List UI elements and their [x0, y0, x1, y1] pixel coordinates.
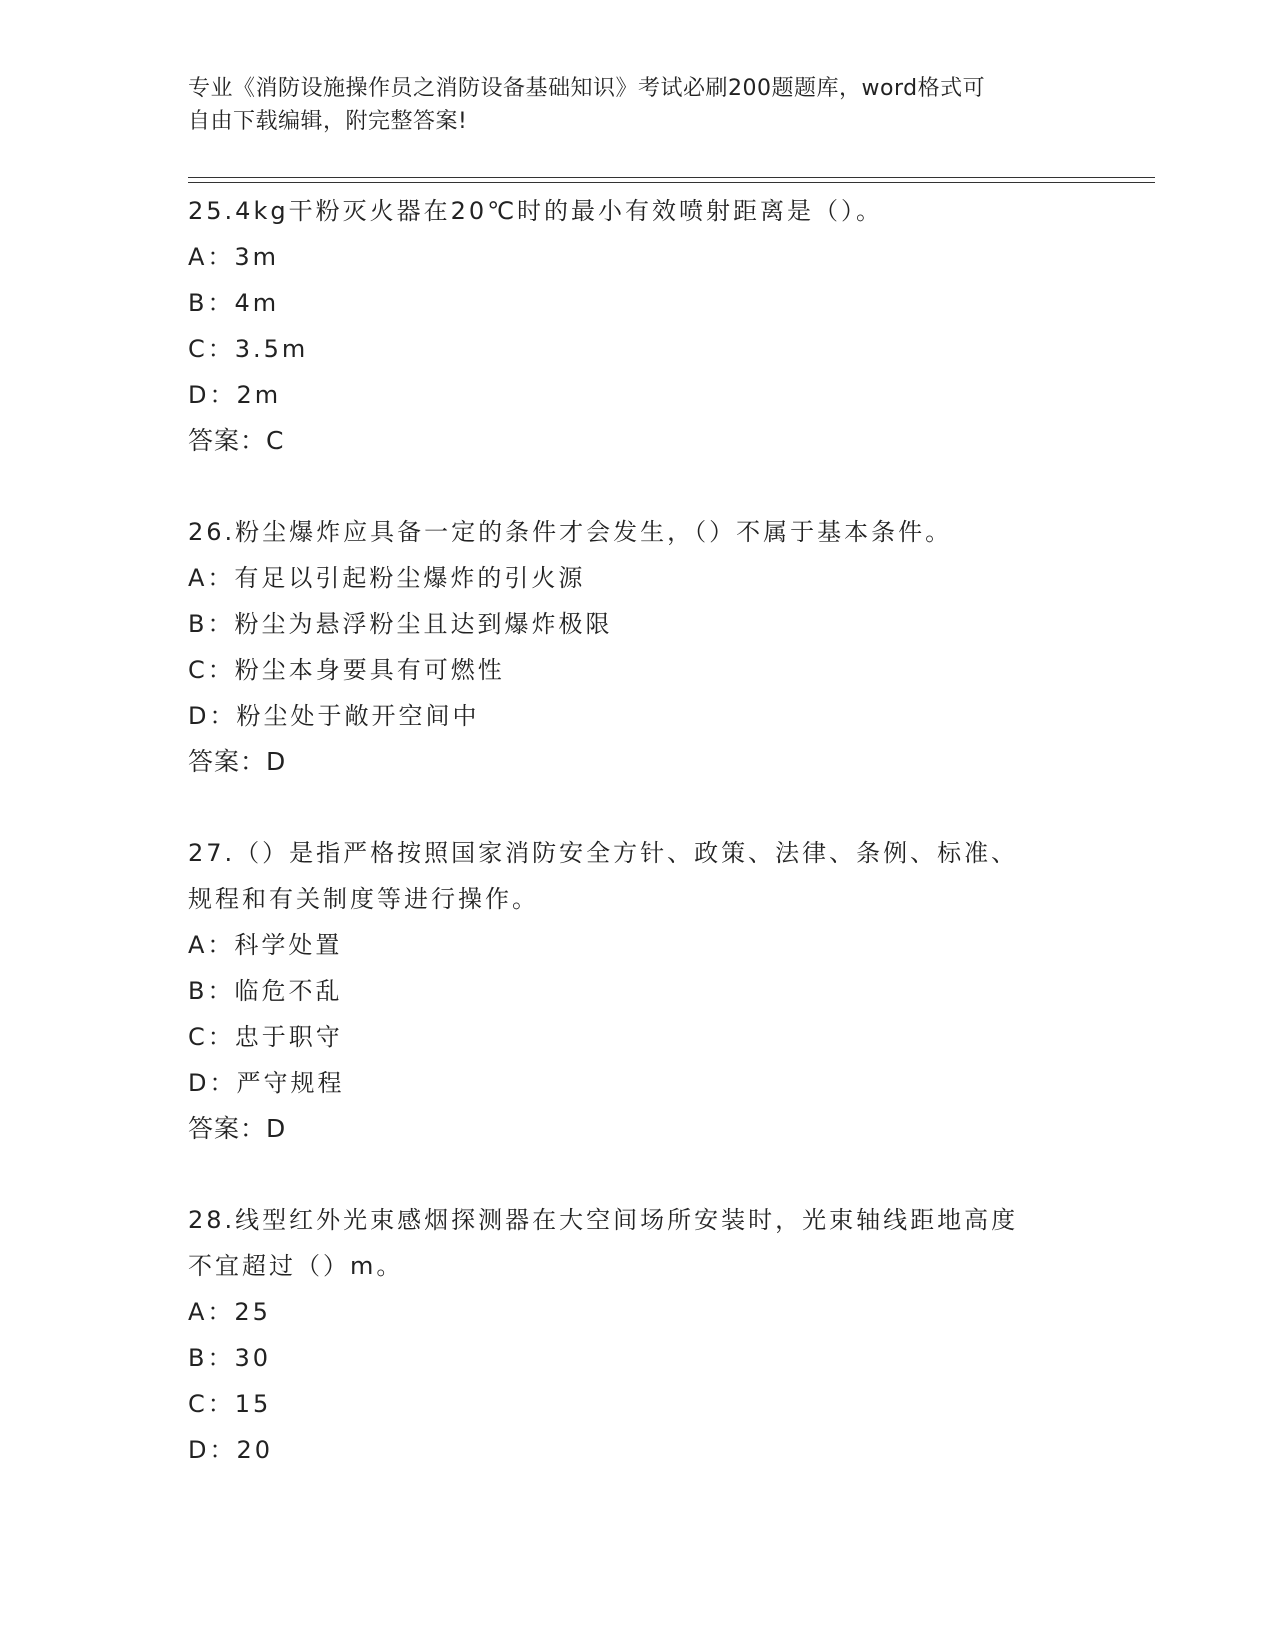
question-title-line-1: 28.线型红外光束感烟探测器在大空间场所安装时，光束轴线距地高度 [188, 1206, 1019, 1234]
option-c: C：15 [188, 1390, 272, 1418]
header-line-2: 自由下载编辑，附完整答案! [188, 109, 468, 134]
answer: 答案：C [188, 426, 285, 455]
header-divider-top [188, 177, 1155, 178]
option-b: B：30 [188, 1344, 272, 1372]
question-spacer [188, 1152, 1088, 1197]
answer: 答案：D [188, 1114, 287, 1143]
option-a: A：3m [188, 243, 280, 271]
option-c: C：忠于职守 [188, 1023, 343, 1051]
question-title-line-1: 27.（）是指严格按照国家消防安全方针、政策、法律、条例、标准、 [188, 839, 1019, 867]
option-d: D：2m [188, 381, 282, 409]
question-28 [188, 1197, 1088, 1473]
document-header [188, 72, 1088, 138]
question-spacer [188, 464, 1088, 509]
question-spacer [188, 785, 1088, 830]
header-line-1: 专业《消防设施操作员之消防设备基础知识》考试必刷200题题库，word格式可 [188, 76, 986, 101]
option-a: A：科学处置 [188, 931, 343, 959]
option-b: B：临危不乱 [188, 977, 343, 1005]
question-26 [188, 509, 1088, 785]
question-title: 25.4kg干粉灭火器在20℃时的最小有效喷射距离是（）。 [188, 197, 884, 225]
question-list [188, 188, 1088, 1473]
option-b: B：粉尘为悬浮粉尘且达到爆炸极限 [188, 610, 613, 638]
question-title-line-2: 不宜超过（）m。 [188, 1252, 404, 1280]
option-c: C：粉尘本身要具有可燃性 [188, 656, 505, 684]
option-a: A：25 [188, 1298, 271, 1326]
question-25 [188, 188, 1088, 464]
question-title: 26.粉尘爆炸应具备一定的条件才会发生，（）不属于基本条件。 [188, 518, 953, 546]
option-c: C：3.5m [188, 335, 309, 363]
option-a: A：有足以引起粉尘爆炸的引火源 [188, 564, 586, 592]
answer: 答案：D [188, 747, 287, 776]
question-27 [188, 830, 1088, 1152]
header-divider-bottom [188, 182, 1155, 183]
option-b: B：4m [188, 289, 280, 317]
option-d: D：严守规程 [188, 1069, 345, 1097]
question-title-line-2: 规程和有关制度等进行操作。 [188, 885, 539, 913]
option-d: D：粉尘处于敞开空间中 [188, 702, 480, 730]
option-d: D：20 [188, 1436, 274, 1464]
